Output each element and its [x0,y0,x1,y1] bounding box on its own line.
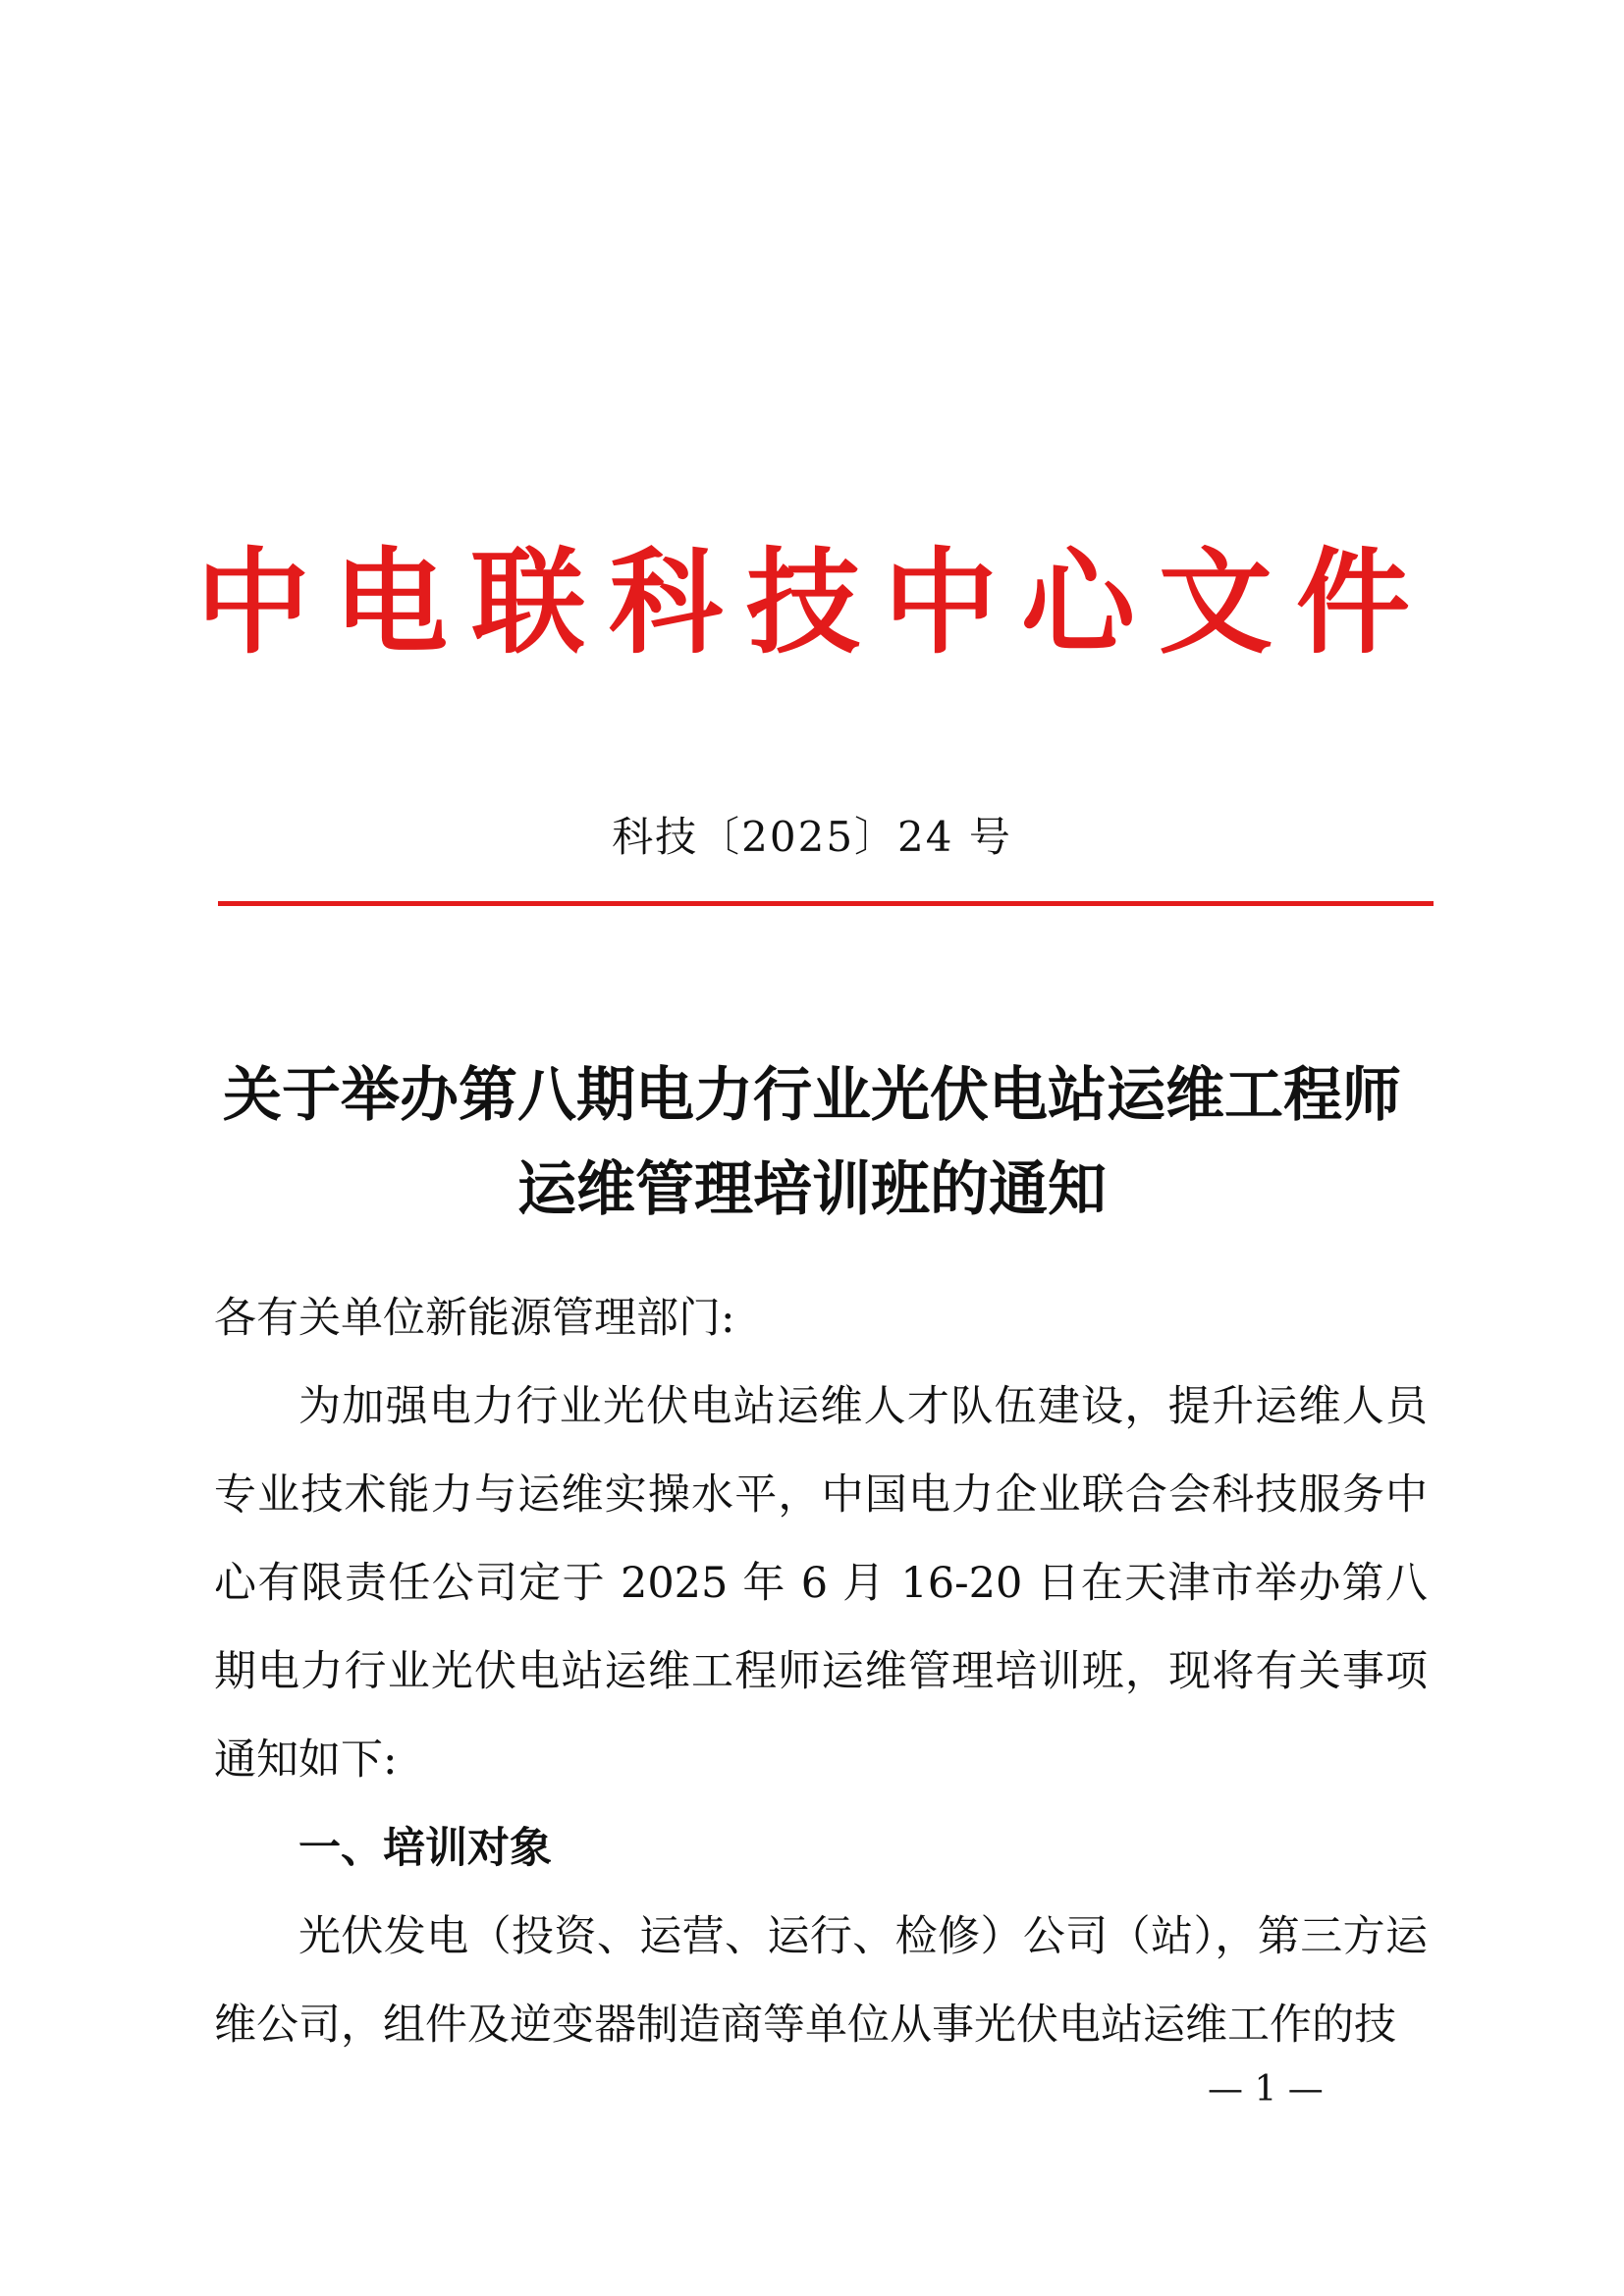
masthead-title: 中电联科技中心文件 [196,537,1434,669]
document-number: 科技〔2025〕24 号 [612,813,1012,861]
notice-title-line-1: 关于举办第八期电力行业光伏电站运维工程师 [223,1061,1401,1130]
page-number: — 1 — [1208,2069,1324,2109]
notice-body [214,1274,1428,2069]
body-paragraph-1: 为加强电力行业光伏电站运维人才队伍建设，提升运维人员专业技术能力与运维实操水平，中国电力企业联合会科技服务中心有限责任公司定于 2025 年 6 月 16-20 日在天津市举办第八期电力行业光伏电站运维工程师运维管理培训班，现将有关事项通知如下: [214,1382,1428,1785]
section-1-paragraph: 光伏发电（投资、运营、运行、检修）公司（站），第三方运维公司，组件及逆变器制造商等单位从事光伏电站运维工作的技 [214,1912,1428,2050]
notice-title-line-2: 运维管理培训班的通知 [517,1155,1107,1224]
salutation: 各有关单位新能源管理部门: [214,1294,735,1343]
section-heading-1: 一、培训对象 [298,1824,552,1873]
notice-title [196,1048,1428,1237]
red-divider-line [218,901,1434,906]
